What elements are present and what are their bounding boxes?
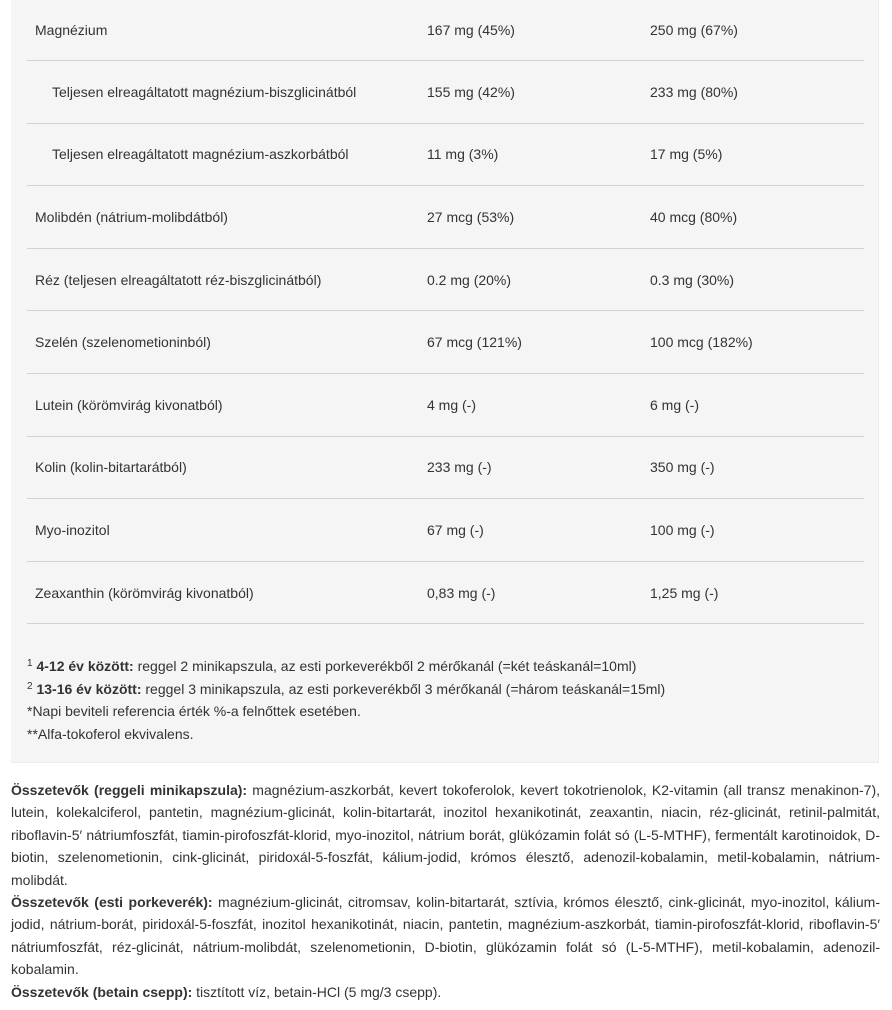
nutrient-name: Teljesen elreagáltatott magnézium-aszkorbátból [52,146,349,163]
nutrient-name: Magnézium [35,22,108,38]
table-row [27,374,864,437]
footnote-2 [27,678,665,701]
nutrient-name: Kolin (kolin-bitartarátból) [35,459,187,476]
nutrient-name: Zeaxanthin (körömvirág kivonatból) [35,584,254,601]
ingredients-text: magnézium-aszkorbát, kevert tokoferolok, kevert tokotrienolok, K2-vitamin (all transz menakinon-7), lutein, kolekalciferol, pantetin, magnézium-glicinát, kolin-bitartarát, inozitol hexanikotinát, zeaxantin, niacin, réz-glicinát, retinil-palmitát, riboflavin-5′ nátriumfoszfát, tiamin-pirofoszfát-klorid, myo-inozitol, nátrium borát, glükózamin folát só (L-5-MTHF), fermentált karotinoidok, D-biotin, szelenometionin, cink-glicinát, piridoxál-5-foszfát, kálium-jodid, krómos élesztő, adenozil-kobalamin, metil-kobalamin, nátrium-molibdát. [11,782,881,888]
nutrient-value-2: 233 mg (80%) [650,83,738,100]
footnote-alpha-tocopherol: **Alfa-tokoferol ekvivalens. [27,725,194,742]
footnote-text: reggel 3 minikapszula, az esti porkeverékből 3 mérőkanál (=három teáskanál=15ml) [141,680,666,697]
nutrient-value-1: 27 mcg (53%) [427,208,515,225]
ingredients-label: Összetevők (reggeli minikapszula): [11,782,248,798]
nutrient-value-1: 67 mcg (121%) [427,334,522,351]
nutrient-name: Molibdén (nátrium-molibdátból) [35,208,228,225]
nutrient-value-1: 4 mg (-) [427,396,476,413]
table-row [27,124,864,187]
nutrient-value-2: 17 mg (5%) [650,146,723,163]
footnote-marker: 2 [27,680,33,692]
nutrition-panel [11,0,879,763]
table-row [27,249,864,312]
ingredients-label: Összetevők (betain csepp): [11,983,193,1000]
ingredients-section [11,779,880,1003]
nutrient-value-2: 100 mcg (182%) [650,334,753,351]
ingredients-morning [11,779,880,891]
footnote-label: 13-16 év között: [36,680,142,697]
ingredients-drops [11,981,880,1003]
nutrient-value-1: 155 mg (42%) [427,83,515,100]
footnote-marker: 1 [27,658,33,669]
footnote-1 [27,655,665,678]
table-row [27,437,864,500]
table-row [27,499,864,562]
nutrient-value-2: 350 mg (-) [650,459,715,476]
nutrient-name: Myo-inozitol [35,521,110,538]
table-row [27,311,864,374]
ingredients-text: magnézium-glicinát, citromsav, kolin-bitartarát, sztívia, krómos élesztő, cink-glicinát, myo-inozitol, kálium-jodid, nátrium-borát, piridoxál-5-foszfát, inozitol hexanikotinát, niacin, pantetin, magnézium-aszkorbát, tiamin-pirofoszfát-klorid, riboflavin-5′ nátriumfoszfát, réz-glicinát, nátrium-molibdát, szelenometionin, D-biotin, glükózamin folát só (L-5-MTHF), metil-kobalamin, adenozil-kobalamin. [11,894,880,978]
footnote-reference-value: *Napi beviteli referencia érték %-a felnőttek esetében. [27,703,361,719]
nutrient-value-2: 0.3 mg (30%) [650,271,735,288]
nutrient-name: Szelén (szelenometioninból) [35,334,211,351]
nutrient-value-1: 0.2 mg (20%) [427,271,512,288]
nutrient-value-2: 1,25 mg (-) [650,584,719,601]
nutrient-value-1: 0,83 mg (-) [427,584,496,601]
nutrient-name: Lutein (körömvirág kivonatból) [35,396,223,413]
table-row [27,562,864,625]
nutrient-value-1: 67 mg (-) [427,521,484,538]
nutrient-value-2: 40 mcg (80%) [650,208,738,225]
nutrient-value-1: 11 mg (3%) [427,146,499,163]
nutrition-table [27,0,864,624]
table-row [27,61,864,124]
footnote-text: reggel 2 minikapszula, az esti porkeverékből 2 mérőkanál (=két teáskanál=10ml) [133,658,637,674]
nutrient-value-1: 167 mg (45%) [427,22,515,38]
ingredients-label: Összetevők (esti porkeverék): [11,894,213,911]
ingredients-text: tisztított víz, betain-HCl (5 mg/3 csepp). [192,983,442,1000]
nutrient-name: Réz (teljesen elreagáltatott réz-biszglicinátból) [35,271,322,288]
table-row [27,0,864,61]
nutrient-value-2: 100 mg (-) [650,521,715,538]
nutrient-value-1: 233 mg (-) [427,459,492,476]
table-row [27,186,864,249]
ingredients-evening [11,891,880,981]
nutrient-name: Teljesen elreagáltatott magnézium-biszglicinátból [52,83,357,100]
nutrient-value-2: 250 mg (67%) [650,22,738,38]
footnotes [27,655,665,745]
nutrient-value-2: 6 mg (-) [650,396,699,413]
footnote-label: 4-12 év között: [36,658,134,674]
